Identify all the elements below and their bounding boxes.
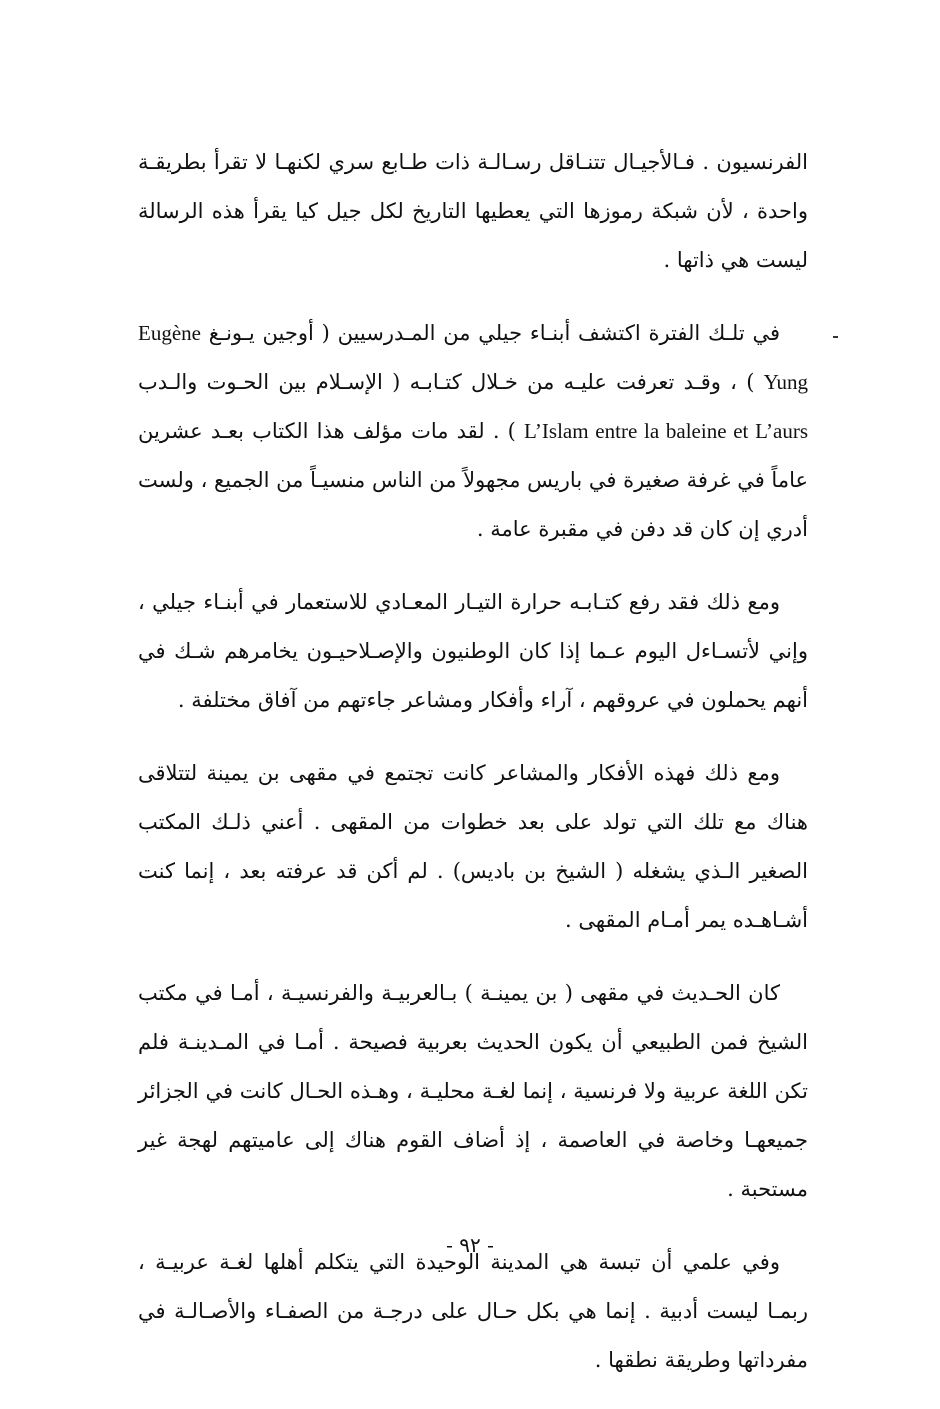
- stray-ink-mark: [833, 336, 838, 338]
- paragraph-3: [138, 578, 808, 725]
- paragraph-6: [138, 1238, 808, 1385]
- paragraph-5: [138, 969, 808, 1214]
- paragraph-text: ومع ذلك فقد رفع كتـابـه حرارة التيـار المعـادي للاستعمار في أبنـاء جيلي ، وإني لأتسـاءل اليوم عـما إذا كان الوطنيون والإصـلاحيـون يخامرهم شـك في أنهم يحملون في عروقهم ، آراء وأفكار ومشاعر جاءتهم من آفاق مختلفة .: [138, 590, 808, 712]
- book-title-latin: L’Islam entre la baleine et L’aurs: [524, 419, 808, 443]
- paragraph-text: ) ، وقـد تعرفت عليـه من خـلال كتـابـه ( الإسـلام بين الحـوت والـدب: [138, 370, 764, 394]
- author-name-latin: Eugène Yung: [138, 321, 808, 394]
- paragraph-4: [138, 749, 808, 945]
- paragraph-text: كان الحـديث في مقهى ( بن يمينـة ) بـالعربيـة والفرنسيـة ، أمـا في مكتب الشيخ فمن الطبيعي أن يكون الحديث بعربية فصيحة . أمـا في المـدينـة فلم تكن اللغة عربية ولا فرنسية ، إنما لغـة محليـة ، وهـذه الحـال كانت في الجزائر جميعهـا وخاصة في العاصمة ، إذ أضاف القوم هناك إلى عاميتهم لهجة غير مستحبة .: [138, 981, 808, 1201]
- paragraph-1: [138, 138, 808, 285]
- paragraph-text: ) . لقد مات مؤلف هذا الكتاب بعـد عشرين عاماً في غرفة صغيرة في باريس مجهولاً من الناس منسيـاً من الجميع ، ولست أدري إن كان قد دفن في مقبرة عامة .: [138, 419, 808, 541]
- body-text: [138, 138, 808, 1409]
- paragraph-text: الفرنسيون . فـالأجيـال تتنـاقل رسـالـة ذات طـابع سري لكنهـا لا تقرأ بطريقـة واحدة ، لأن شبكة رموزها التي يعطيها التاريخ لكل جيل كيا يقرأ هذه الرسالة ليست هي ذاتها .: [138, 150, 808, 272]
- page-number: - ٩٢ -: [446, 1233, 494, 1257]
- paragraph-text: في تلـك الفترة اكتشف أبنـاء جيلي من المـدرسيين ( أوجين يـونـغ: [200, 321, 780, 345]
- paragraph-2: [138, 309, 808, 554]
- paragraph-text: ومع ذلك فهذه الأفكار والمشاعر كانت تجتمع في مقهى بن يمينة لتتلاقى هناك مع تلك التي تولد على بعد خطوات من المقهى . أعني ذلـك المكتب الصغير الـذي يشغله ( الشيخ بن باديس) . لم أكن قد عرفته بعد ، إنما كنت أشـاهـده يمر أمـام المقهى .: [138, 761, 808, 932]
- paragraph-text: وفي علمي أن تبسة هي المدينة الوحيدة التي يتكلم أهلها لغـة عربيـة ، ربمـا ليست أدبية . إنما هي بكل حـال على درجـة من الصفـاء والأصـالـة في مفرداتها وطريقة نطقها .: [138, 1250, 808, 1372]
